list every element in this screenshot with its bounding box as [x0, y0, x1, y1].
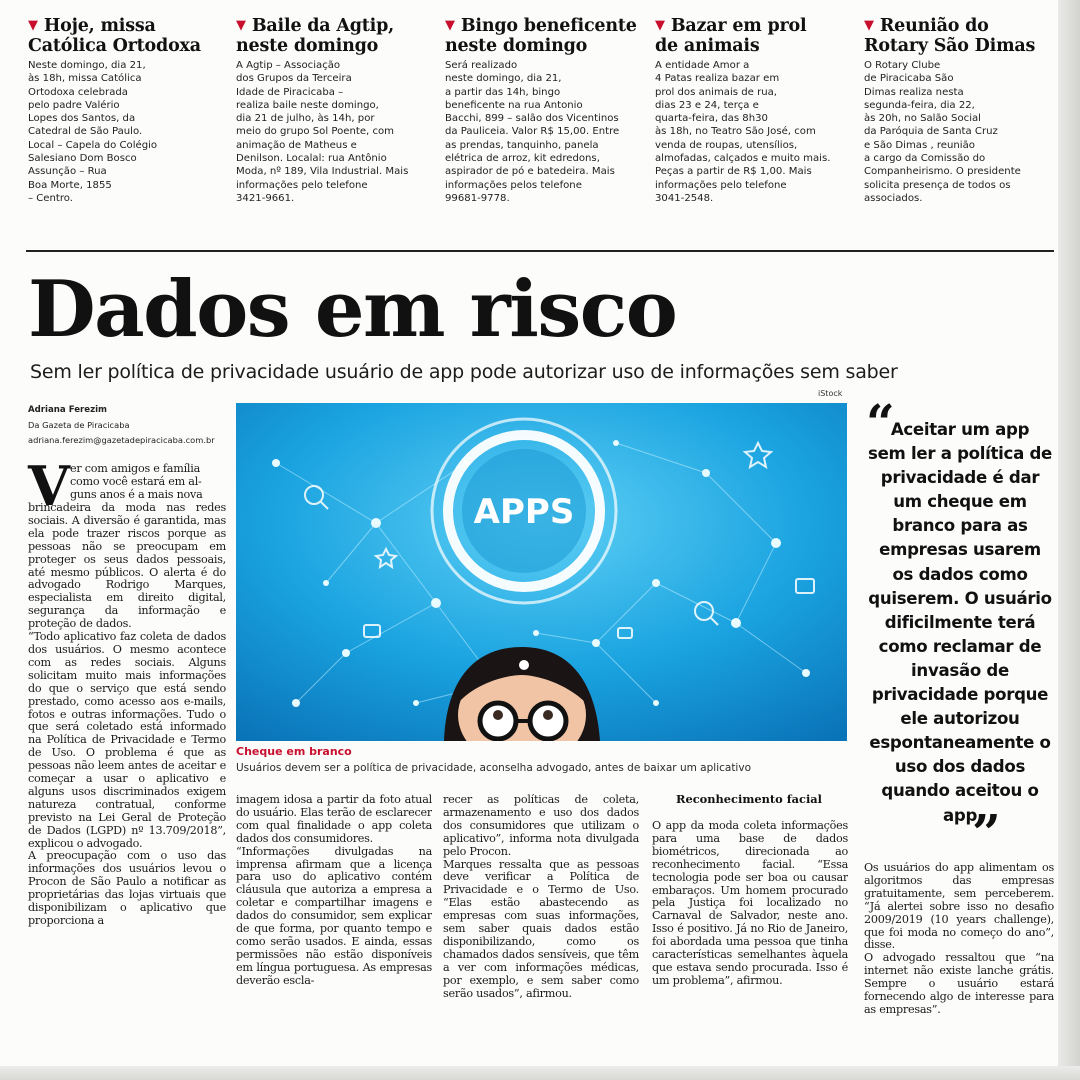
headline: Dados em risco	[28, 264, 677, 355]
subhead-reconhecimento-facial: Reconhecimento facial	[676, 792, 822, 806]
page-edge-bottom	[0, 1066, 1080, 1080]
agenda-text: A Agtip – Associação dos Grupos da Terceira Idade de Piracicaba – realiza baile neste domingo, dia 21 de julho, às 14h, por meio do grupo Sol Poente, com animação de Matheus e Denilson. Localal: rua Antônio Moda, nº 189, Vila Industrial. Mais informações pelo telefone 3421-9661.	[236, 60, 409, 204]
photo-credit: iStock	[818, 389, 843, 398]
agenda-text: Neste domingo, dia 21, às 18h, missa Católica Ortodoxa celebrada pelo padre Valério Lopes dos Santos, da Catedral de São Paulo. Local – Capela do Colégio Salesiano Dom Bosco Assunção – Rua Boa Morte, 1855 – Centro.	[28, 60, 158, 204]
agenda-item-bingo	[445, 16, 650, 205]
apps-label: APPS	[473, 492, 575, 532]
agenda-item-rotary	[864, 16, 1054, 205]
deck: Sem ler política de privacidade usuário de app pode autorizar uso de informações sem saber	[30, 361, 898, 383]
agenda-item-baile	[236, 16, 436, 205]
red-triangle-icon: ▼	[864, 18, 874, 33]
column-1: brincadeira da moda nas redes sociais. A diversão é garantida, mas ela pode trazer riscos porque as pessoas não se preocupam em proteger os seus dados pessoais, até mesmo públicos. O alerta é do advogado Rodrigo Marques, especialista em direito digital, segurança da informação e proteção de dados. “Todo aplicativo faz coleta de dados dos usuários. O mesmo acontece com as redes sociais. Alguns solicitam muito mais informações do que o serviço que está sendo prestado, como acesso aos e-mails, fotos e outras informações. Tudo o que será coletado está informado na Política de Privacidade e Termo de Uso. O problema é que as pessoas não leem antes de aceitar e começar a usar o aplicativo e alguns usos discriminados exigem natureza contratual, conforme previsto na Lei Geral de Proteção de Dados (LGPD) nº 13.709/2018”, explicou o advogado. A preocupação com o uso das informações dos usuários levou o Procon de São Paulo a notificar as proprietárias das lojas virtuais que disponibilizam o aplicativo que proporciona a	[28, 502, 226, 927]
caption-title: Cheque em branco	[236, 745, 352, 758]
section-divider	[26, 250, 1054, 252]
quote-close-mark: ”	[972, 803, 1001, 862]
red-triangle-icon: ▼	[236, 18, 246, 33]
agenda-text: A entidade Amor a 4 Patas realiza bazar em prol dos animais de rua, dias 23 e 24, terça e quarta-feira, das 8h30 às 18h, no Teatro São José, com venda de roupas, utensílios, almofadas, calçados e muito mais. Peças a partir de R$ 1,00. Mais informações pelo telefone 3041-2548.	[655, 60, 831, 204]
column-2: imagem idosa a partir da foto atual do usuário. Elas terão de esclarecer com qual finalidade o app coleta dados dos consumidores. “Informações divulgadas na imprensa afirmam que a licença para uso do aplicativo contém cláusula que autoriza a empresa a coletar e compartilhar imagens e dados do consumidor, sem explicar de que forma, por quanto tempo e como serão usados. E ainda, essas permissões não estão disponíveis em língua portuguesa. As empresas deverão escla-	[236, 794, 432, 987]
agenda-text: Será realizado neste domingo, dia 21, a partir das 14h, bingo beneficente na rua Antonio Bacchi, 899 – salão dos Vicentinos da Pauliceia. Valor R$ 15,00. Entre as prendas, tanquinho, panela elétrica de arroz, kit edredons, aspirador de pó e batedeira. Mais informações pelos telefone 99681-9778.	[445, 60, 620, 204]
author-outlet: Da Gazeta de Piracicaba	[28, 420, 130, 430]
column-5: Os usuários do app alimentam os algoritmos das empresas gratuitamente, sem perceberem. “Já alertei sobre isso no desafio 2009/2019 (10 years challenge), que foi moda no começo do ano”, disse. O advogado ressaltou que “na internet não existe lanche grátis. Sempre o usuário estará fornecendo algo de interesse para as empresas”.	[864, 862, 1054, 1016]
agenda-title: ▼ Bingo beneficente neste domingo	[445, 16, 637, 56]
agenda-title: ▼ Reunião do Rotary São Dimas	[864, 16, 1036, 56]
red-triangle-icon: ▼	[445, 18, 455, 33]
byline	[28, 403, 228, 448]
column-4: O app da moda coleta informações para uma base de dados biométricos, direcionada ao reconhecimento facial. “Essa tecnologia pode ser boa ou causar embaraços. Um homem procurado pela Justiça foi localizado no Carnaval de Salvador, neste ano. Isso é positivo. Já no Rio de Janeiro, foi abordada uma pessoa que tinha características semelhantes àquela que estava sendo procurada. Isso é um problema”, afirmou.	[652, 820, 848, 987]
agenda-title: ▼ Baile da Agtip, neste domingo	[236, 16, 395, 56]
agenda-item-missa	[28, 16, 228, 205]
drop-cap: V	[28, 454, 70, 518]
agenda-item-bazar	[655, 16, 855, 205]
column-3: recer as políticas de coleta, armazenamento e uso dos dados dos consumidores que utilizam o aplicativo”, informa nota divulgada pelo Procon. Marques ressalta que as pessoas deve verificar a Política de Privacidade e o Termo de Uso. “Elas estão abastecendo as empresas com suas informações, sem saber quais dados estão disponibilizando, como os chamados dados sensíveis, que têm a ver com informações médicas, por exemplo, e sem saber como serão usados”, afirmou.	[443, 794, 639, 1000]
apps-network-illustration	[236, 403, 847, 741]
agenda-text: O Rotary Clube de Piracicaba São Dimas realiza nesta segunda-feira, dia 22, às 20h, no Salão Social da Paróquia de Santa Cruz e São Dimas , reunião a cargo da Comissão do Companheirismo. O presidente solicita presença de todos os associados.	[864, 60, 1021, 204]
agenda-title: ▼ Hoje, missa Católica Ortodoxa	[28, 16, 201, 56]
pull-quote: Aceitar um app sem ler a política de privacidade é dar um cheque em branco para as empresas usarem os dados como quiserem. O usuário dificilmente terá como reclamar de invasão de privacidade porque ele autorizou espontaneamente o uso dos dados quando aceitou o app	[868, 420, 1052, 825]
quote-open-mark: “	[866, 393, 895, 452]
caption-text: Usuários devem ser a política de privacidade, aconselha advogado, antes de baixar um aplicativo	[236, 762, 751, 774]
author-name: Adriana Ferezim	[28, 405, 108, 415]
red-triangle-icon: ▼	[655, 18, 665, 33]
red-triangle-icon: ▼	[28, 18, 38, 33]
apps-photo	[236, 403, 847, 741]
agenda-title: ▼ Bazar em prol de animais	[655, 16, 807, 56]
page-edge-right	[1058, 0, 1080, 1080]
author-email: adriana.ferezim@gazetadepiracicaba.com.br	[28, 435, 215, 445]
column-1-lead: er com amigos e família como você estará em al- guns anos é a mais nova	[70, 462, 203, 501]
